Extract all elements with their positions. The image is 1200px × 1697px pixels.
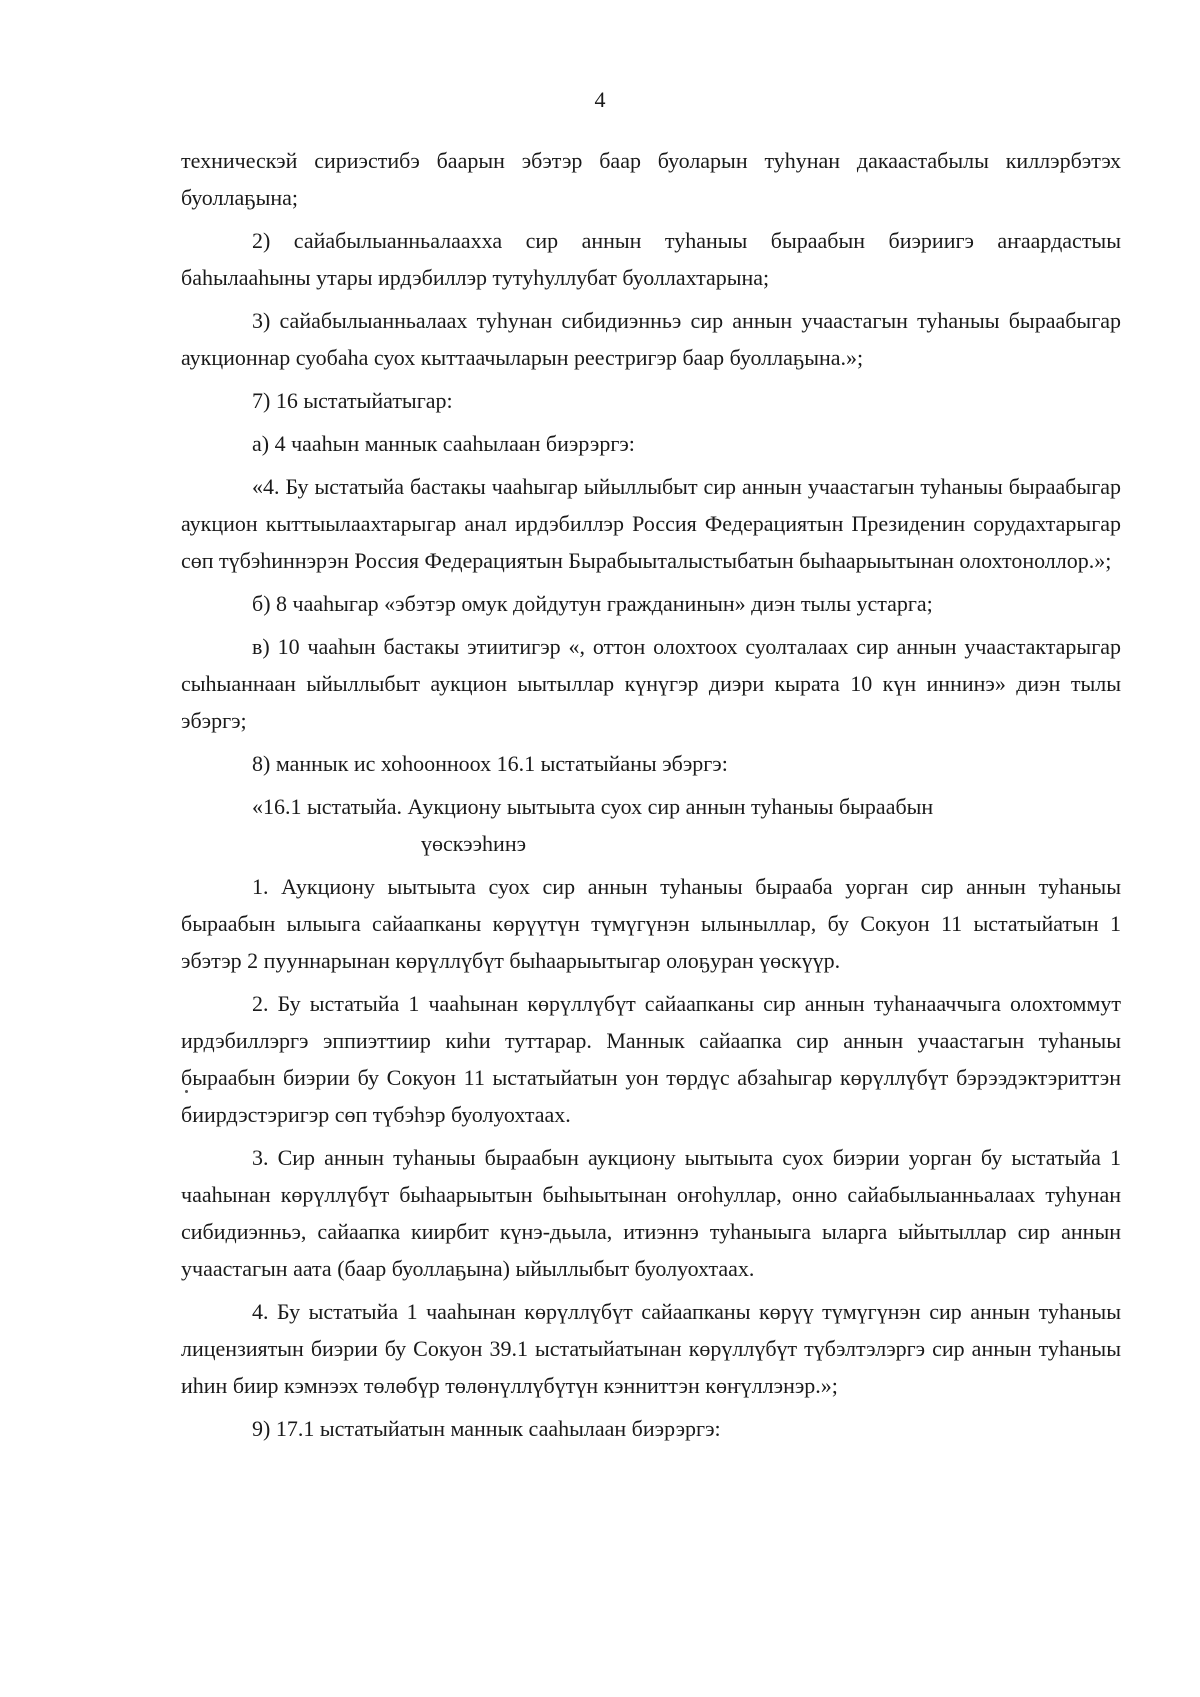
article-heading-continuation: үөскээһинэ [421, 831, 527, 856]
article-part-4: 4. Бу ыстатыйа 1 чааһынан көрүллүбүт сайаапканы көрүү түмүгүнэн сир аннын туһаныы лицензиятын биэрии бу Сокуон 39.1 ыстатыйатынан көрүллүбүт түбэлтэлэргэ сир аннын туһаныы иһин биир кэмнээх төлөбүр төлөнүллүбүтүн кэнниттэн көҥүллэнэр.»; [181, 1299, 1121, 1398]
paragraph-item-7a: а) 4 чааһын маннык сааһылаан биэрэргэ: [252, 431, 635, 456]
scan-speck [185, 1090, 188, 1093]
paragraph-item-3: 3) сайабылыанньалаах туһунан сибидиэнньэ сир аннын учаастагын туһаныы быраабыгар аукционнар суобаһа суох кыттаачыларын реестригэр баар буоллаҕына.»; [181, 308, 1121, 370]
article-part-2: 2. Бу ыстатыйа 1 чааһынан көрүллүбүт сайаапканы сир аннын туһанааччыга олохтоммут ирдэбиллэргэ эппиэттиир киһи туттарар. Маннык сайаапка сир аннын учаастагын туһаныы быраабын биэрии бу Сокуон 11 ыстатыйатын уон төрдүс абзаһыгар көрүллүбүт бэрээдэктэриттэн биирдэстэригэр сөп түбэһэр буолуохтаах. [181, 991, 1121, 1127]
paragraph-item-7b: б) 8 чааһыгар «эбэтэр омук дойдутун гражданинын» диэн тылы устарга; [252, 591, 933, 616]
paragraph-quote-4: «4. Бу ыстатыйа бастакы чааһыгар ыйыллыбыт сир аннын учаастагын туһаныы быраабыгар аукцион кыттыылаахтарыгар анал ирдэбиллэр Россия Федерациятын Президенин сорудахтарыгар сөп түбэһиннэрэн Россия Федерациятын Бырабыыталыстыбатын быһаарыытынан олохтоноллор.»; [181, 474, 1121, 573]
document-body [181, 142, 1121, 1453]
article-part-1: 1. Аукциону ыытыыта суох сир аннын туһаныы быраабa уорган сир аннын туһаныы быраабын ылыыга сайаапканы көрүүтүн түмүгүнэн ылыныллар, бу Сокуон 11 ыстатыйатын 1 эбэтэр 2 пууннарынан көрүллүбүт быһаарыытыгар олоҕуран үөскүүр. [181, 874, 1121, 973]
paragraph-item-7v: в) 10 чааһын бастакы этиитигэр «, оттон олохтоох суолталаах сир аннын учаастактарыгар сыһыаннаан ыйыллыбыт аукцион ыытыллар күнүгэр диэри кырата 10 күн иннинэ» диэн тылы эбэргэ; [181, 634, 1121, 733]
article-heading: «16.1 ыстатыйа. Аукциону ыытыыта суох сир аннын туһаныы быраабын [252, 794, 934, 819]
paragraph-item-8: 8) маннык ис хоһоонноох 16.1 ыстатыйаны эбэргэ: [252, 751, 728, 776]
article-part-3: 3. Сир аннын туһаныы быраабын аукциону ыытыыта суох биэрии уорган бу ыстатыйа 1 чааһынан көрүллүбүт быһаарыытын быһыытынан оҥоһуллар, онно сайабылыанньалаах туһунан сибидиэнньэ, сайаапка киирбит күнэ-дьыла, итиэннэ туһаныыга ыларга ыйытыллар сир аннын учаастагын аата (баар буоллаҕына) ыйыллыбыт буолуохтаах. [181, 1145, 1121, 1281]
paragraph-continuation: техническэй сириэстибэ баарын эбэтэр баар буоларын туһунан дакаастабылы киллэрбэтэх буоллаҕына; [181, 148, 1121, 210]
paragraph-item-2: 2) сайабылыанньалаахха сир аннын туһаныы быраабын биэриигэ аҥаардастыы баһылааһыны утары ирдэбиллэр тутуһуллубат буоллахтарына; [181, 228, 1121, 290]
paragraph-item-9: 9) 17.1 ыстатыйатын маннык сааһылаан биэрэргэ: [252, 1416, 721, 1441]
page-number: 4 [594, 87, 606, 112]
paragraph-item-7: 7) 16 ыстатыйатыгар: [252, 388, 453, 413]
